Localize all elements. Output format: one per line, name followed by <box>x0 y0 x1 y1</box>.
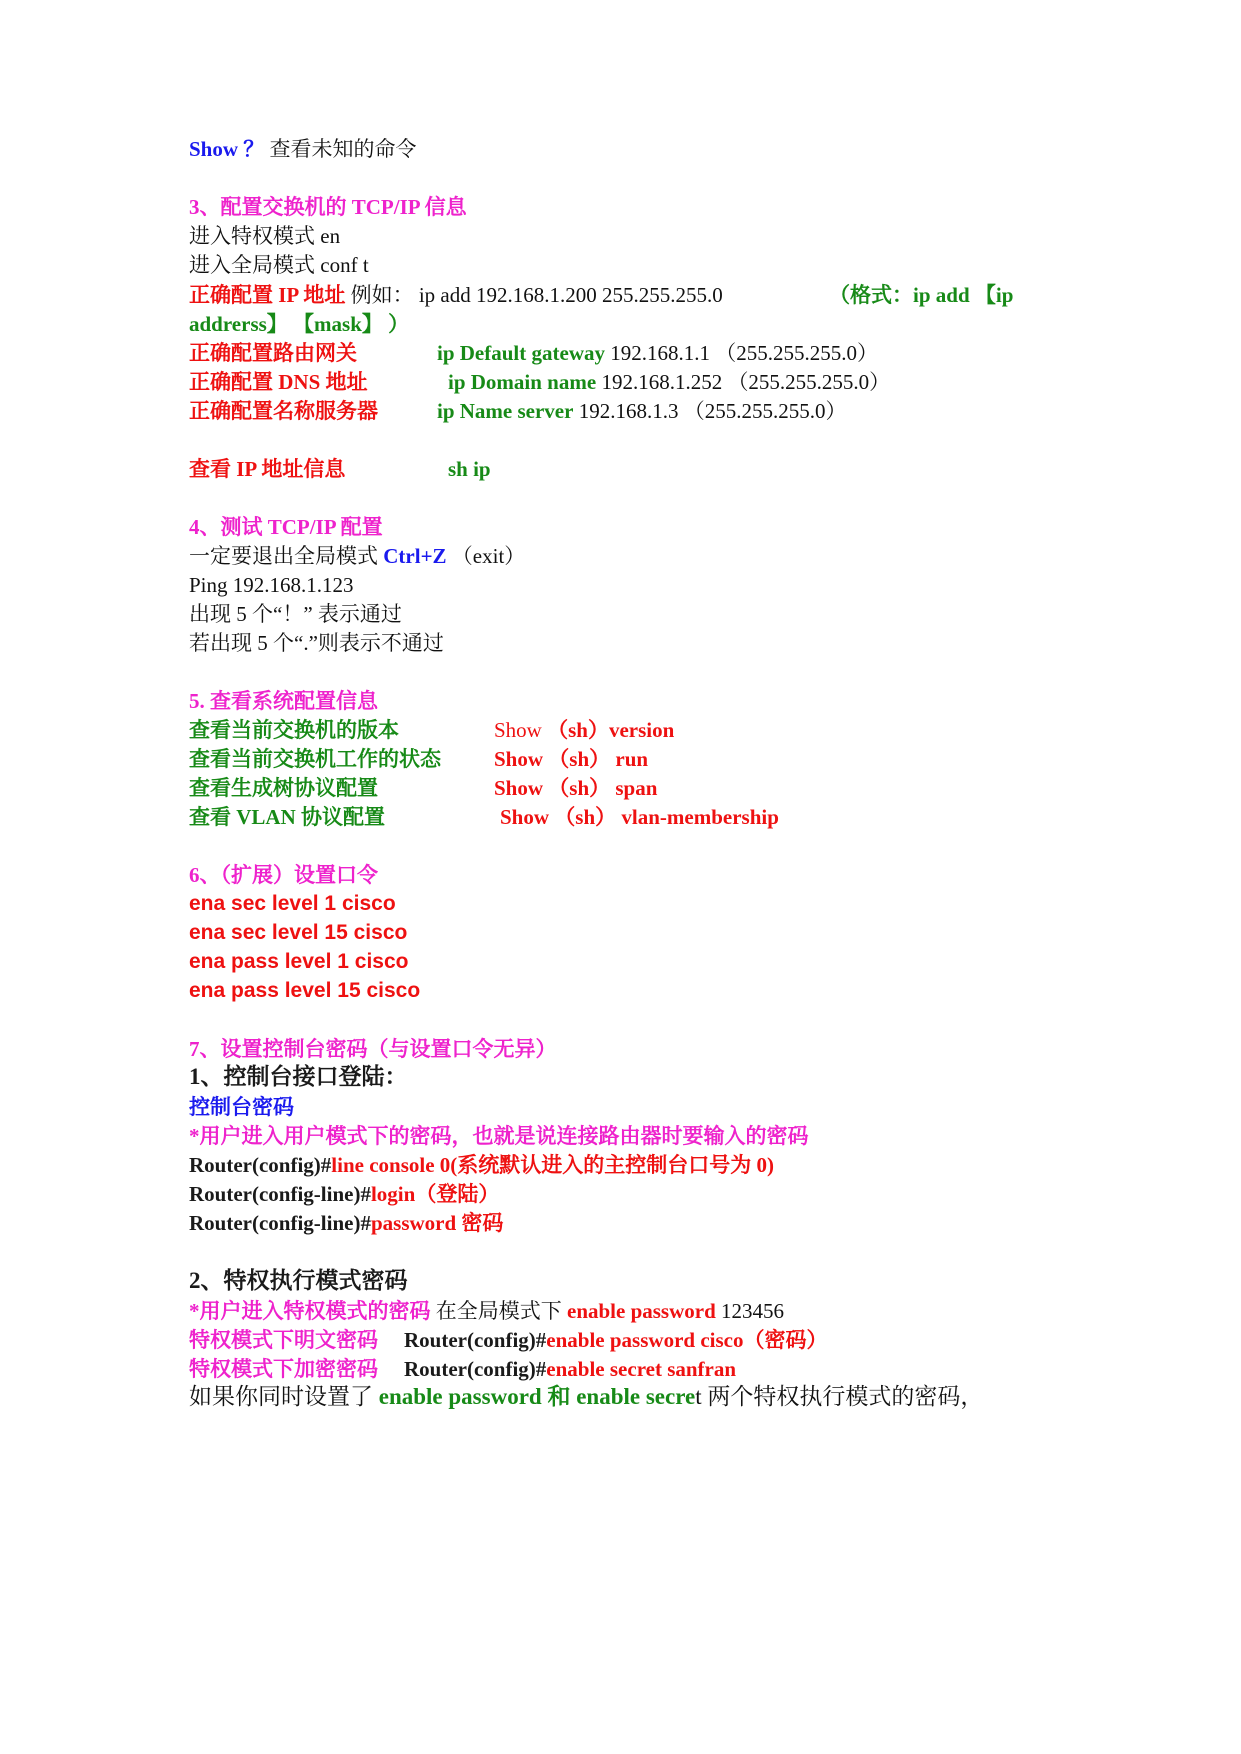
view-row-command-group <box>494 775 657 801</box>
both-passwords-commands: enable password 和 enable secre <box>378 1384 696 1409</box>
password-text: password 密码 <box>370 1211 504 1235</box>
show-keyword: Show <box>494 718 542 742</box>
name-server-command-group <box>437 398 846 424</box>
ping-line: Ping 192.168.1.123 <box>189 573 354 597</box>
secret-password-label: 特权模式下加密密码 <box>189 1357 378 1381</box>
section-6-heading: 6、（扩展）设置口令 <box>189 863 378 887</box>
dns-command-group <box>448 369 890 395</box>
enter-global-mode: 进入全局模式 conf t <box>189 253 369 277</box>
view-row-label: 查看生成树协议配置 <box>189 776 378 800</box>
ping-pass-line: 出现 5 个“！” 表示通过 <box>189 602 402 626</box>
privileged-note-line <box>189 1298 784 1324</box>
show-help-line <box>189 136 417 162</box>
login-command <box>189 1181 499 1207</box>
ctrl-z-key: Ctrl+Z <box>383 544 447 568</box>
dns-line <box>189 369 891 395</box>
view-row-command-group <box>494 746 648 772</box>
ping-fail-line: 若出现 5 个“.”则表示不通过 <box>189 631 444 655</box>
show-command: Show ？ <box>189 137 265 161</box>
ip-config-example: 例如： ip add 192.168.1.200 255.255.255.0 <box>345 283 723 307</box>
view-row <box>189 775 658 801</box>
section-3-heading: 3、配置交换机的 TCP/IP 信息 <box>189 195 467 219</box>
router-prompt: Router(config)# <box>404 1357 547 1381</box>
dns-command: ip Domain name <box>448 370 597 394</box>
dns-value: 192.168.1.252 （255.255.255.0） <box>596 370 891 394</box>
plain-password-label: 特权模式下明文密码 <box>189 1328 378 1352</box>
enter-privileged-mode: 进入特权模式 en <box>189 224 341 248</box>
gateway-value: 192.168.1.1 （255.255.255.0） <box>604 341 878 365</box>
view-row-command: （sh） vlan-membership <box>549 805 779 829</box>
view-ip-line <box>189 456 491 482</box>
privileged-password-subheading: 2、特权执行模式密码 <box>189 1268 408 1293</box>
view-row <box>189 804 779 830</box>
view-row-label: 查看当前交换机的版本 <box>189 718 399 742</box>
dns-label: 正确配置 DNS 地址 <box>189 370 368 394</box>
console-login-subheading: 1、控制台接口登陆： <box>189 1064 408 1089</box>
privileged-note: *用户进入特权模式的密码 <box>189 1299 431 1323</box>
name-server-command: ip Name server <box>437 399 574 423</box>
show-keyword: Show <box>494 776 544 800</box>
user-mode-note: *用户进入用户模式下的密码，也就是说连接路由器时要输入的密码 <box>189 1124 809 1148</box>
plain-password-command-group <box>404 1327 827 1353</box>
line-console-command <box>189 1152 774 1178</box>
view-row-command: （sh） run <box>543 747 649 771</box>
show-keyword: Show <box>494 747 544 771</box>
both-passwords-line <box>189 1384 983 1410</box>
password-command: ena sec level 1 cisco <box>189 892 396 915</box>
view-row-command: （sh） span <box>543 776 658 800</box>
gateway-command: ip Default gateway <box>437 341 605 365</box>
view-row-label: 查看 VLAN 协议配置 <box>189 805 386 829</box>
view-row <box>189 717 675 743</box>
ip-config-format: （格式：ip add 【ip <box>829 283 1014 307</box>
enable-password-value: 123456 <box>715 1299 785 1323</box>
view-row <box>189 746 649 772</box>
both-passwords-text-c: t 两个特权执行模式的密码， <box>695 1384 984 1409</box>
password-command: ena sec level 15 cisco <box>189 921 408 944</box>
ip-config-line <box>189 282 1014 308</box>
view-row-command-group <box>500 804 779 830</box>
view-row-command: （sh）version <box>541 718 675 742</box>
view-ip-label: 查看 IP 地址信息 <box>189 457 346 481</box>
secret-password-command: enable secret sanfran <box>546 1357 737 1381</box>
secret-password-command-group <box>404 1356 736 1382</box>
password-line-command <box>189 1210 503 1236</box>
login-text: login（登陆） <box>370 1182 500 1206</box>
router-prompt: Router(config)# <box>189 1153 332 1177</box>
enable-password-command: enable password <box>567 1299 716 1323</box>
exit-global-text: 一定要退出全局模式 <box>189 544 384 568</box>
section-7-heading: 7、设置控制台密码（与设置口令无异） <box>189 1037 557 1061</box>
name-server-value: 192.168.1.3 （255.255.255.0） <box>573 399 847 423</box>
view-ip-command: sh ip <box>448 457 491 481</box>
gateway-line <box>189 340 878 366</box>
exit-alt: （exit） <box>446 544 526 568</box>
plain-password-command: enable password cisco（密码） <box>546 1328 828 1352</box>
plain-password-line <box>189 1327 828 1353</box>
name-server-line <box>189 398 847 424</box>
section-5-heading: 5. 查看系统配置信息 <box>189 689 378 713</box>
privileged-note-mid: 在全局模式下 <box>430 1299 567 1323</box>
router-prompt: Router(config-line)# <box>189 1182 371 1206</box>
show-keyword: Show <box>500 805 550 829</box>
line-console-text: line console 0(系统默认进入的主控制台口号为 0) <box>331 1153 775 1177</box>
both-passwords-text-a: 如果你同时设置了 <box>189 1384 379 1409</box>
view-row-command-group <box>494 717 674 743</box>
section-4-heading: 4、测试 TCP/IP 配置 <box>189 515 383 539</box>
gateway-command-group <box>437 340 878 366</box>
console-password-label: 控制台密码 <box>189 1095 294 1119</box>
gateway-label: 正确配置路由网关 <box>189 341 357 365</box>
password-command: ena pass level 1 cisco <box>189 950 409 973</box>
ip-config-format-cont: addrerss】 【mask】 ） <box>189 312 410 336</box>
ip-config-label: 正确配置 IP 地址 <box>189 283 346 307</box>
router-prompt: Router(config)# <box>404 1328 547 1352</box>
view-row-label: 查看当前交换机工作的状态 <box>189 747 441 771</box>
router-prompt: Router(config-line)# <box>189 1211 371 1235</box>
exit-global-line <box>189 543 525 569</box>
secret-password-line <box>189 1356 737 1382</box>
password-command: ena pass level 15 cisco <box>189 979 421 1002</box>
name-server-label: 正确配置名称服务器 <box>189 399 378 423</box>
show-help-text: 查看未知的命令 <box>264 137 417 161</box>
